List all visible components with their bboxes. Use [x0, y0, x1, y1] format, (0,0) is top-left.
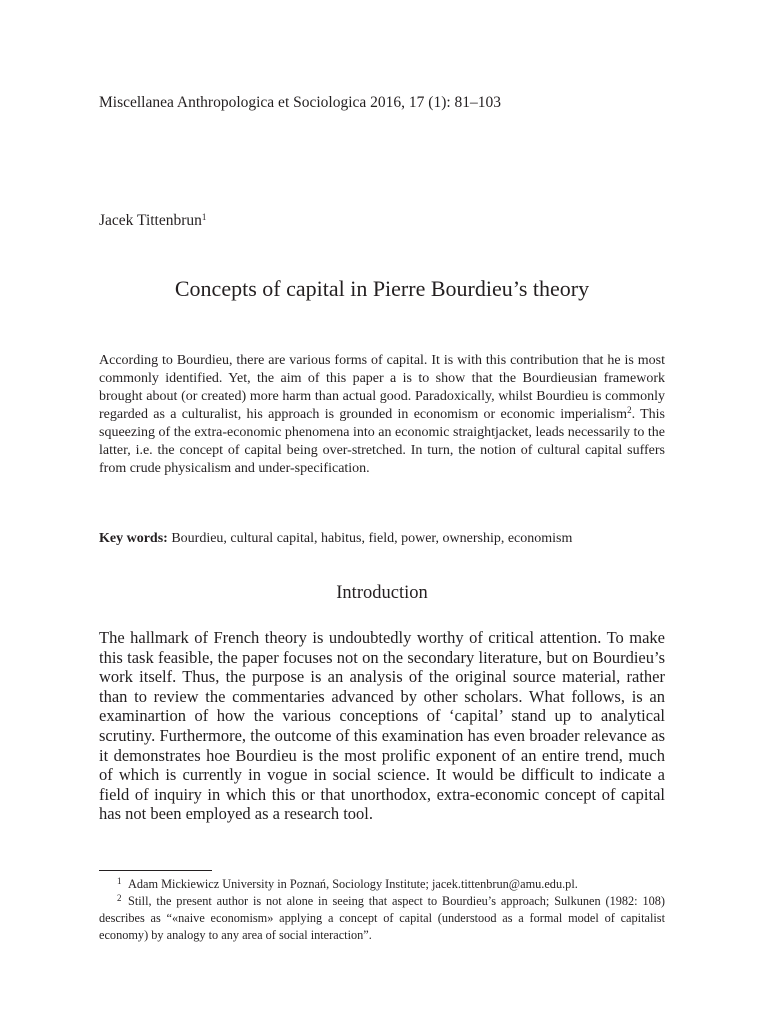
footnotes: [99, 876, 665, 944]
footnote-2: 2 Still, the present author is not alone in seeing that aspect to Bourdieu’s approach; Sulkunen (1982: 108) describes as “«naive economism» applying a concept of capital (understood as a formal model of capitalist economy) by analogy to any area of social interaction”.: [99, 893, 665, 942]
keywords-label: Key words:: [99, 531, 168, 546]
abstract: [99, 352, 665, 478]
abstract-text-part2: . This squeezing of the extra-economic phenomena into an economic straightjacket, leads necessarily to the latter, i.e. the concept of capital being over-stretched. In turn, the notion of cultural capital suffers from crude physicalism and under-specification.: [99, 407, 666, 476]
footnote-text: Still, the present author is not alone in seeing that aspect to Bourdieu’s approach; Sulkunen (1982: 108) describes as “«naive economism» applying a concept of capital (understood as a formal model of capitalist economy) by analogy to any area of social interaction”.: [99, 894, 665, 942]
author-name: Jacek Tittenbrun: [99, 212, 202, 229]
introduction-paragraph: The hallmark of French theory is undoubtedly worthy of critical attention. To make this task feasible, the paper focuses not on the secondary literature, but on Bourdieu’s work itself. Thus, the purpose is an analysis of the original source material, rather than to review the commentaries advanced by other scholars. What follows, is an examinartion of how the various conceptions of ‘capital’ stand up to analytical scrutiny. Furthermore, the outcome of this examination has even broader relevance as it demonstrates hoe Bourdieu is the most prolific exponent of an entire trend, much of which is currently in vogue in social science. It would be difficult to indicate a field of inquiry in which this or that unorthodox, extra-economic concept of capital has not been employed as a research tool.: [99, 628, 665, 824]
abstract-footnote-mark: 2: [627, 405, 632, 415]
paper-title: Concepts of capital in Pierre Bourdieu’s theory: [174, 276, 590, 301]
journal-citation: Miscellanea Anthropologica et Sociologica 2016, 17 (1): 81–103: [99, 94, 502, 111]
section-heading-introduction: Introduction: [336, 583, 428, 603]
footnote-1: 1 Adam Mickiewicz University in Poznań, Sociology Institute; jacek.tittenbrun@amu.edu.pl.: [117, 876, 578, 891]
footnote-divider: [99, 870, 212, 871]
author-footnote-mark: 1: [201, 212, 207, 222]
footnote-text: Adam Mickiewicz University in Poznań, Sociology Institute; jacek.tittenbrun@amu.edu.pl.: [128, 877, 578, 891]
author-line: [99, 212, 206, 230]
keywords-text: Bourdieu, cultural capital, habitus, field, power, ownership, economism: [167, 531, 573, 546]
abstract-text-part1: According to Bourdieu, there are various forms of capital. It is with this contribution that he is most commonly identified. Yet, the aim of this paper a is to show that the Bourdieusian framework brought about (or created) more harm than actual good. Paradoxically, whilst Bourdieu is commonly regarded as a culturalist, his approach is grounded in economism or economic imperialism: [99, 353, 665, 422]
keywords: [99, 531, 665, 547]
